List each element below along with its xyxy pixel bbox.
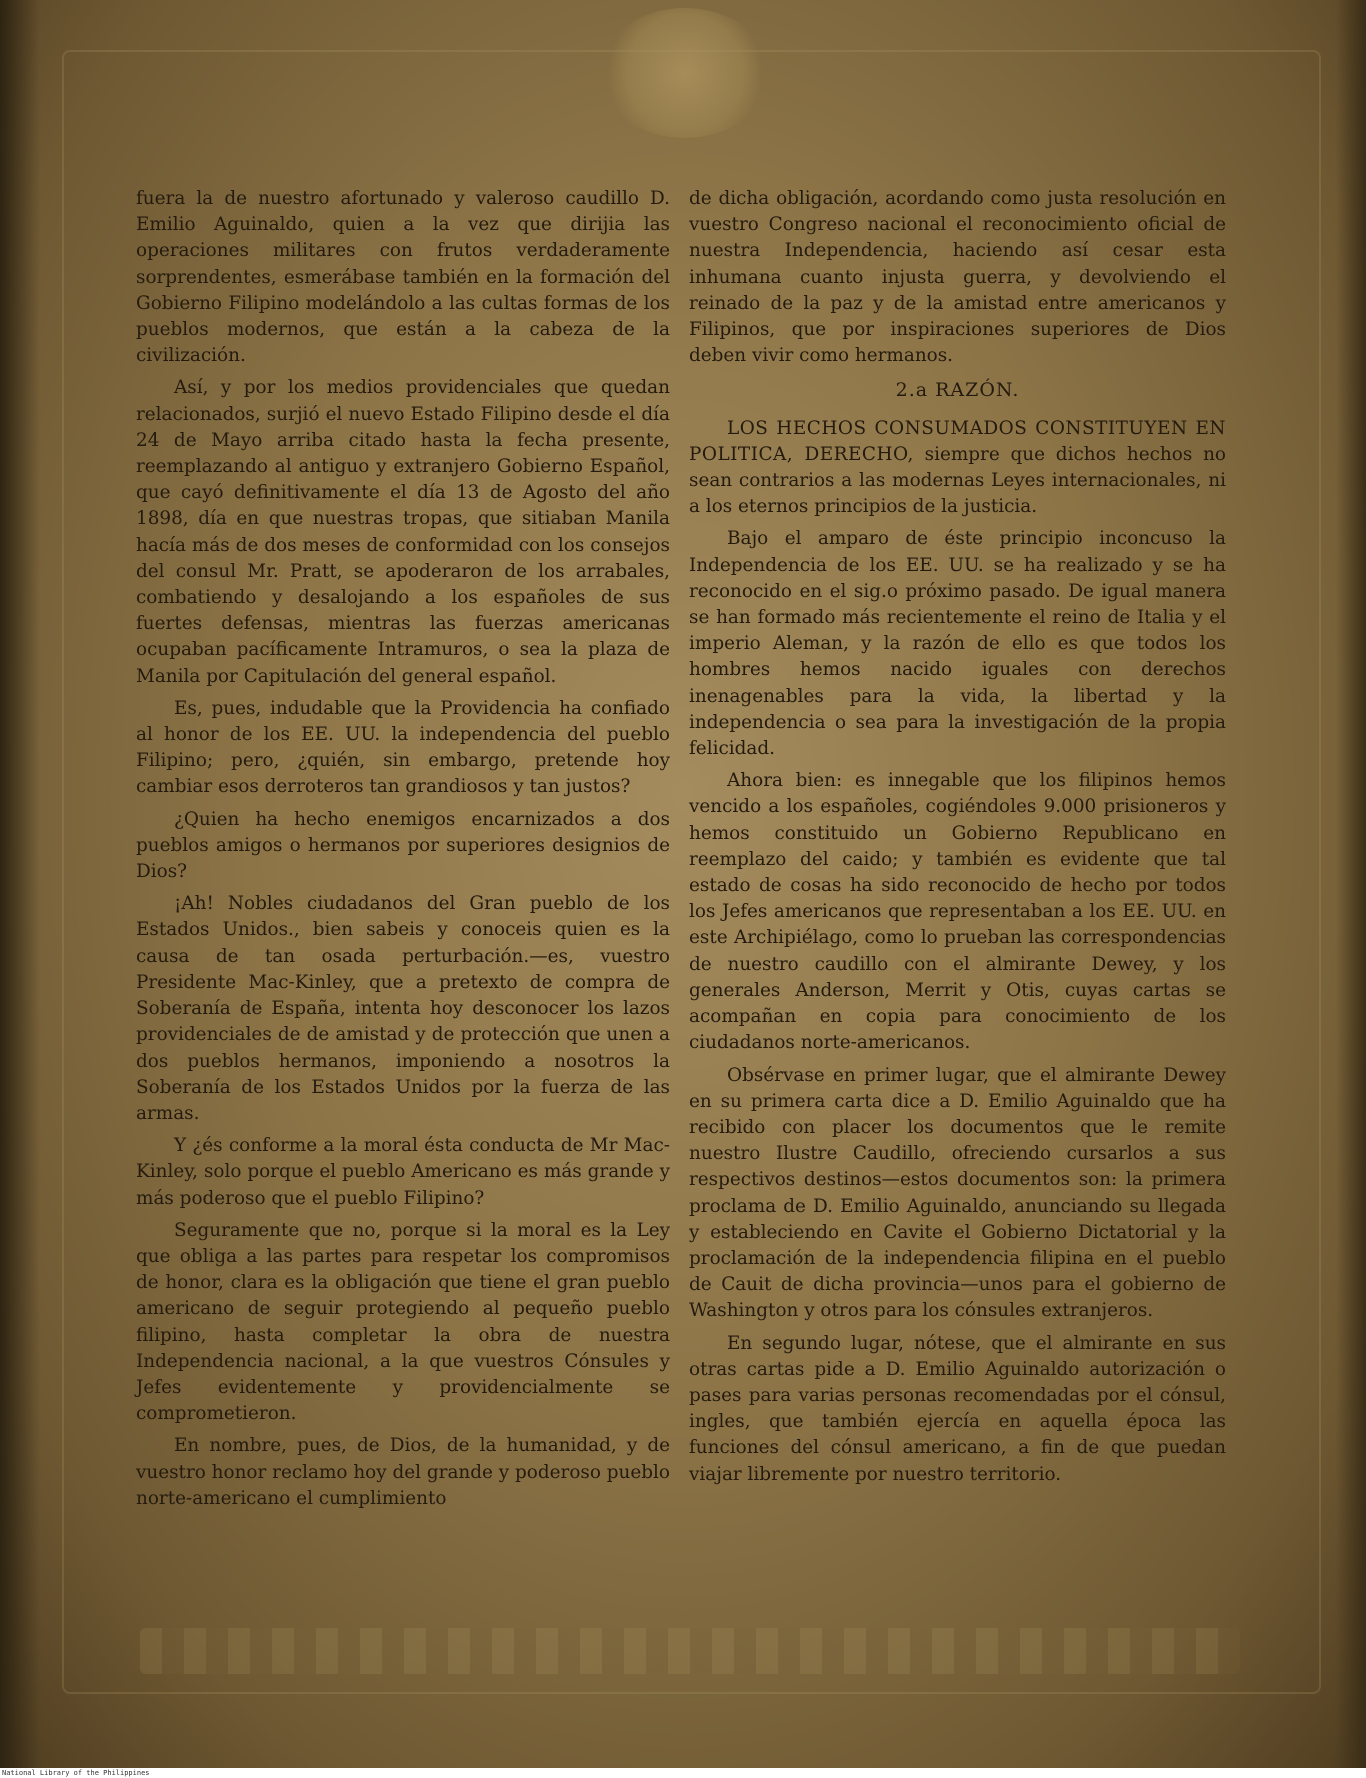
paragraph: Bajo el amparo de éste principio inconcuso la Independencia de los EE. UU. se ha realizado y se ha reconocido en el sig.o próximo pasado. De igual manera se han formado más recientemente el reino de Italia y el imperio Aleman, y la razón de ello es que todos los hombres hemos nacido iguales con derechos inenagenables para la vida, la libertad y la independencia o sea para la investigación de la propia felicidad. bbox=[689, 528, 1226, 760]
left-text-column bbox=[136, 186, 670, 1518]
paragraph: Ahora bien: es innegable que los filipinos hemos vencido a los españoles, cogiéndoles 9.000 prisioneros y hemos constituido un Gobierno Republicano en reemplazo del caido; y también es evidente que tal estado de cosas ha sido reconocido de hecho por todos los Jefes americanos que representaban a los EE. UU. en este Archipiélago, como lo prueban las correspondencias de nuestro caudillo con el almirante Dewey, y los generales Anderson, Merrit y Otis, cuyas cartas se acompañan en copia para conocimiento de los ciudadanos norte-americanos. bbox=[689, 770, 1226, 1054]
paragraph: Seguramente que no, porque si la moral es la Ley que obliga a las partes para respetar los compromisos de honor, clara es la obligación que tiene el gran pueblo americano de seguir protegiendo al pequeño pueblo filipino, hasta completar la obra de nuestra Independencia nacional, a la que vuestros Cónsules y Jefes evidentemente y providencialmente se comprometieron. bbox=[136, 1219, 670, 1425]
right-text-column bbox=[689, 186, 1226, 1494]
paragraph: Obsérvase en primer lugar, que el almirante Dewey en su primera carta dice a D. Emilio Aguinaldo que ha recibido con placer los documentos que le remite nuestro Ilustre Caudillo, ofreciendo cursarlos a sus respectivos destinos—estos documentos son: la primera proclama de D. Emilio Aguinaldo, anunciando su llegada y estableciendo en Cavite el Gobierno Dictatorial y la proclamación de la independencia filipina en el pueblo de Cauit de dicha provincia—unos para el gobierno de Washington y otros para los cónsules extranjeros. bbox=[689, 1064, 1226, 1322]
paragraph: Es, pues, indudable que la Providencia ha confiado al honor de los EE. UU. la independencia del pueblo Filipino; pero, ¿quién, sin embargo, pretende hoy cambiar esos derroteros tan grandiosos y tan justos? bbox=[136, 697, 670, 798]
library-credit: National Library of the Philippines bbox=[0, 1768, 1366, 1778]
paragraph: de dicha obligación, acordando como justa resolución en vuestro Congreso nacional el reconocimiento oficial de nuestra Independencia, haciendo así cesar esta inhumana cuanto injusta guerra, y devolviendo el reinado de la paz y de la amistad entre americanos y Filipinos, que por inspiraciones superiores de Dios deben vivir como hermanos. bbox=[689, 188, 1226, 367]
paragraph: ¿Quien ha hecho enemigos encarnizados a dos pueblos amigos o hermanos por superiores designios de Dios? bbox=[136, 808, 670, 883]
paragraph: En segundo lugar, nótese, que el almirante en sus otras cartas pide a D. Emilio Aguinaldo autorización o pases para varias personas recomendadas por el cónsul, ingles, que también ejercía en aquella época las funciones del cónsul americano, a fin de que puedan viajar libremente por nuestro territorio. bbox=[689, 1332, 1226, 1485]
ornamental-border bbox=[140, 1628, 1240, 1674]
paragraph: fuera la de nuestro afortunado y valeroso caudillo D. Emilio Aguinaldo, quien a la vez que dirijia las operaciones militares con frutos verdaderamente sorprendentes, esmerábase también en la formación del Gobierno Filipino modelándolo a las cultas formas de los pueblos modernos, que están a la cabeza de la civilización. bbox=[136, 188, 670, 367]
paragraph: Así, y por los medios providenciales que quedan relacionados, surjió el nuevo Estado Filipino desde el día 24 de Mayo arriba citado hasta la fecha presente, reemplazando al antiguo y extranjero Gobierno Español, que cayó definitivamente el día 13 de Agosto del año 1898, día en que nuestras tropas, que sitiaban Manila hacía más de dos meses de conformidad con los consejos del consul Mr. Pratt, se apoderaron de los arrabales, combatiendo y desalojando a los españoles de sus fuertes defensas, mientras las fuerzas americanas ocupaban pacíficamente Intramuros, o sea la plaza de Manila por Capitulación del general español. bbox=[136, 377, 670, 687]
paragraph: Y ¿és conforme a la moral ésta conducta de Mr Mac-Kinley, solo porque el pueblo Americano es más grande y más poderoso que el pueblo Filipino? bbox=[136, 1135, 670, 1209]
caps-lead-text: LOS HECHOS CONSUMADOS CONSTITUYEN EN POLITICA, DERECHO, bbox=[689, 417, 1226, 465]
paragraph: En nombre, pues, de Dios, de la humanidad, y de vuestro honor reclamo hoy del grande y poderoso pueblo norte-americano el cumplimiento bbox=[136, 1435, 670, 1509]
paragraph-text: siempre que dichos hechos no sean contrarios a las modernas Leyes internacionales, ni a los eternos principios de la justicia. bbox=[689, 443, 1226, 518]
section-heading: 2.a RAZÓN. bbox=[895, 379, 1020, 402]
paragraph: ¡Ah! Nobles ciudadanos del Gran pueblo de los Estados Unidos., bien sabeis y conoceis quien es la causa de tan osada perturbación.—es, vuestro Presidente Mac-Kinley, que a pretexto de compra de Soberanía de España, intenta hoy desconocer los lazos providenciales de de amistad y de protección que unen a dos pueblos hermanos, imponiendo a nosotros la Soberanía de los Estados Unidos por la fuerza de las armas. bbox=[136, 893, 670, 1124]
paragraph bbox=[689, 416, 1226, 521]
emblem-seal bbox=[600, 8, 770, 138]
